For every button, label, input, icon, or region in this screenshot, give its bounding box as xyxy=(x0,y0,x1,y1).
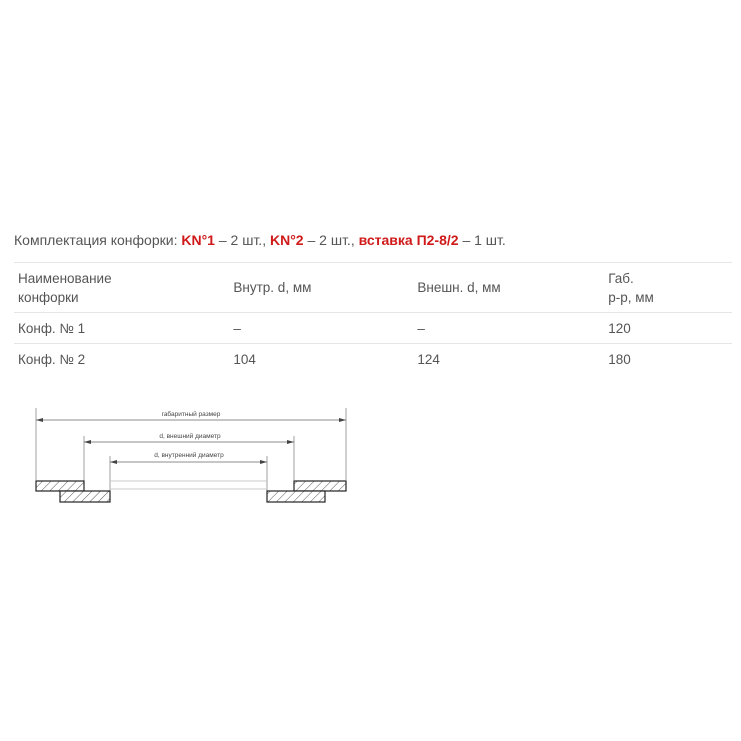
label-inner-diameter: d, внутренний диаметр xyxy=(154,452,224,459)
header-name-line2: конфорки xyxy=(18,289,79,305)
ring-cross-section-diagram xyxy=(30,400,360,512)
kit-item-insert: вставка П2-8/2 xyxy=(358,232,459,248)
cell-outer-d: – xyxy=(417,320,425,336)
dimension-overall xyxy=(36,408,346,480)
header-name-line1: Наименование xyxy=(18,270,112,286)
header-outer-d: Внешн. d, мм xyxy=(417,280,501,295)
kit-description xyxy=(14,232,506,248)
table-row xyxy=(14,313,732,344)
header-size-line1: Габ. xyxy=(608,270,634,286)
table-row xyxy=(14,344,732,375)
cell-inner-d: – xyxy=(233,320,241,336)
cell-size: 180 xyxy=(608,351,631,367)
label-overall-size: габаритный размер xyxy=(161,411,221,418)
dimension-outer-diameter xyxy=(84,432,294,502)
kit-item-kn2: KN°2 xyxy=(269,232,304,248)
dimension-inner-diameter xyxy=(110,451,267,502)
header-name xyxy=(14,263,229,313)
kit-prefix: Комплектация конфорки: xyxy=(14,232,182,248)
cell-inner-d: 104 xyxy=(233,351,256,367)
kit-sep-3: – 1 шт. xyxy=(458,232,506,248)
header-inner-d: Внутр. d, мм xyxy=(233,280,312,295)
ring-section xyxy=(36,481,346,502)
kit-sep-2: – 2 шт., xyxy=(303,232,359,248)
cell-name: Конф. № 1 xyxy=(18,320,86,336)
cell-size: 120 xyxy=(608,320,631,336)
table-header-row xyxy=(14,263,732,313)
cell-name: Конф. № 2 xyxy=(18,351,86,367)
header-size xyxy=(604,263,732,313)
spec-table xyxy=(14,262,732,375)
label-outer-diameter: d, внешний диаметр xyxy=(159,433,221,440)
cell-outer-d: 124 xyxy=(417,351,440,367)
kit-sep-1: – 2 шт., xyxy=(214,232,270,248)
header-size-line2: р-р, мм xyxy=(608,289,654,305)
kit-item-kn1: KN°1 xyxy=(181,232,215,248)
